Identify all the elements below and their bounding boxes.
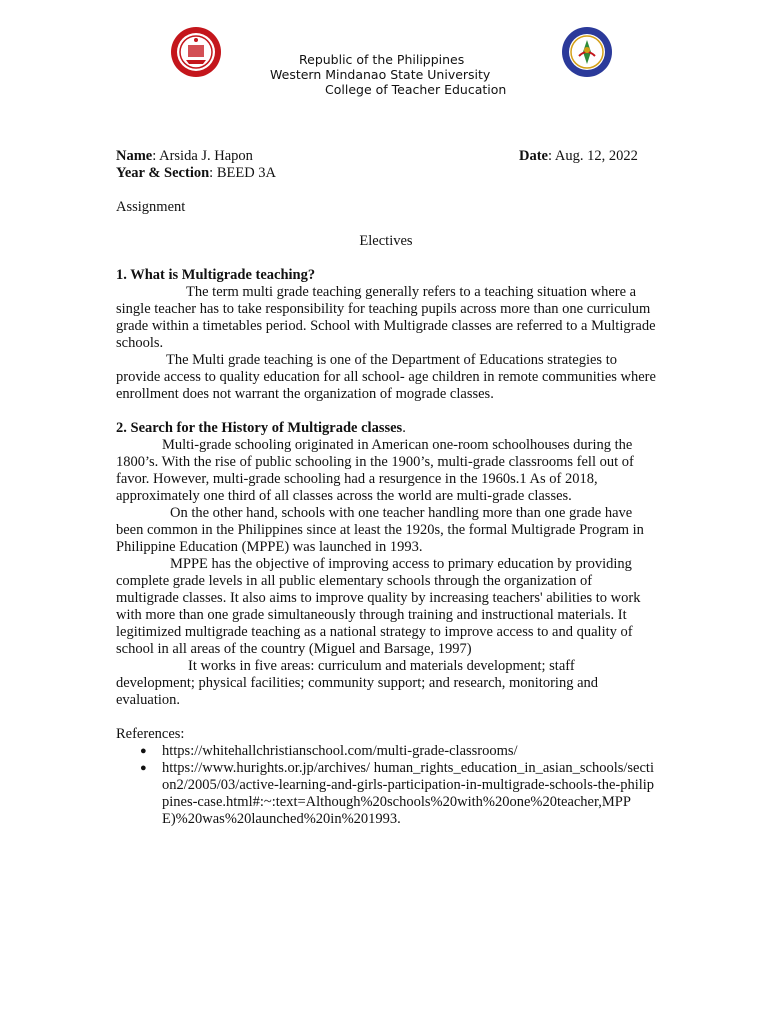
question-2-paragraph-2: On the other hand, schools with one teacher handling more than one grade have been common in the Philippines since at least the 1920s, the formal Multigrade Program in Philippine Education (MPPE) was launched in 1993. <box>116 505 644 555</box>
date-value: : Aug. 12, 2022 <box>548 148 638 164</box>
question-2-heading-line <box>116 420 656 437</box>
question-2-heading: 2. Search for the History of Multigrade classes <box>116 420 403 436</box>
reference-link[interactable]: ● https://www.hurights.or.jp/archives/ human_rights_education_in_asian_schools/section2/2005/03/active-learning-and-girls-participation-in-multigrade-schools-the-philippines-case.html#:~:text=Although%20schools%20with%20one%20teacher,MPPE)%20was%20launched%20in%201993. <box>162 760 656 828</box>
document-body <box>116 148 656 828</box>
question-2-paragraph-1: Multi-grade schooling originated in American one-room schoolhouses during the 1800’s. With the rise of public schooling in the 1900’s, multi-grade classrooms fell out of favor. However, multi-grade schooling had a resurgence in the 1960s.1 As of 2018, approximately one third of all classes across the world are multi-grade classes. <box>116 437 634 504</box>
date-label: Date <box>519 148 548 164</box>
references-label: References: <box>116 726 185 742</box>
name-date-row <box>116 148 656 165</box>
date-field <box>519 148 638 165</box>
question-2-paragraph-3: MPPE has the objective of improving access to primary education by providing complete grade levels in all public elementary schools through the organization of multigrade classes. It also aims to improve quality by increasing teachers' abilities to work with more than one grade simultaneously through training and instructional materials. It legitimized multigrade teaching as a national strategy to improve access to and quality of school in all areas of the country (Miguel and Barsage, 1997) <box>116 556 641 657</box>
letterhead-line-2: Western Mindanao State University <box>270 67 491 82</box>
section-value: : BEED 3A <box>209 165 277 181</box>
letterhead-line-1: Republic of the Philippines <box>299 52 465 67</box>
name-field <box>116 148 253 164</box>
question-2-paragraph-4: It works in five areas: curriculum and materials development; staff development; physical facilities; community support; and research, monitoring and evaluation. <box>116 658 599 708</box>
question-1-paragraph-1: The term multi grade teaching generally refers to a teaching situation where a single teacher has to take responsibility for teaching pupils across more than one curriculum grade within a timetables period. School with Multigrade classes are referred to a Multigrade schools. <box>116 284 656 351</box>
question-1-heading: 1. What is Multigrade teaching? <box>116 267 316 283</box>
reference-link[interactable]: ● https://whitehallchristianschool.com/multi-grade-classrooms/ <box>162 743 656 760</box>
section-row <box>116 165 656 182</box>
references-list <box>116 743 656 828</box>
subject-title: Electives <box>359 233 413 249</box>
assignment-label: Assignment <box>116 199 186 215</box>
cte-seal-logo <box>561 26 613 78</box>
wmsu-seal-logo <box>170 26 222 78</box>
name-label: Name <box>116 148 153 164</box>
question-2-heading-dot: . <box>402 420 406 436</box>
letterhead-line-3: College of Teacher Education <box>325 82 507 97</box>
question-1-paragraph-2: The Multi grade teaching is one of the Department of Educations strategies to provide access to quality education for all school- age children in remote communities where enrollment does not warrant the organization of mograde classes. <box>116 352 656 402</box>
name-value: : Arsida J. Hapon <box>152 148 253 164</box>
section-label: Year & Section <box>116 165 210 181</box>
